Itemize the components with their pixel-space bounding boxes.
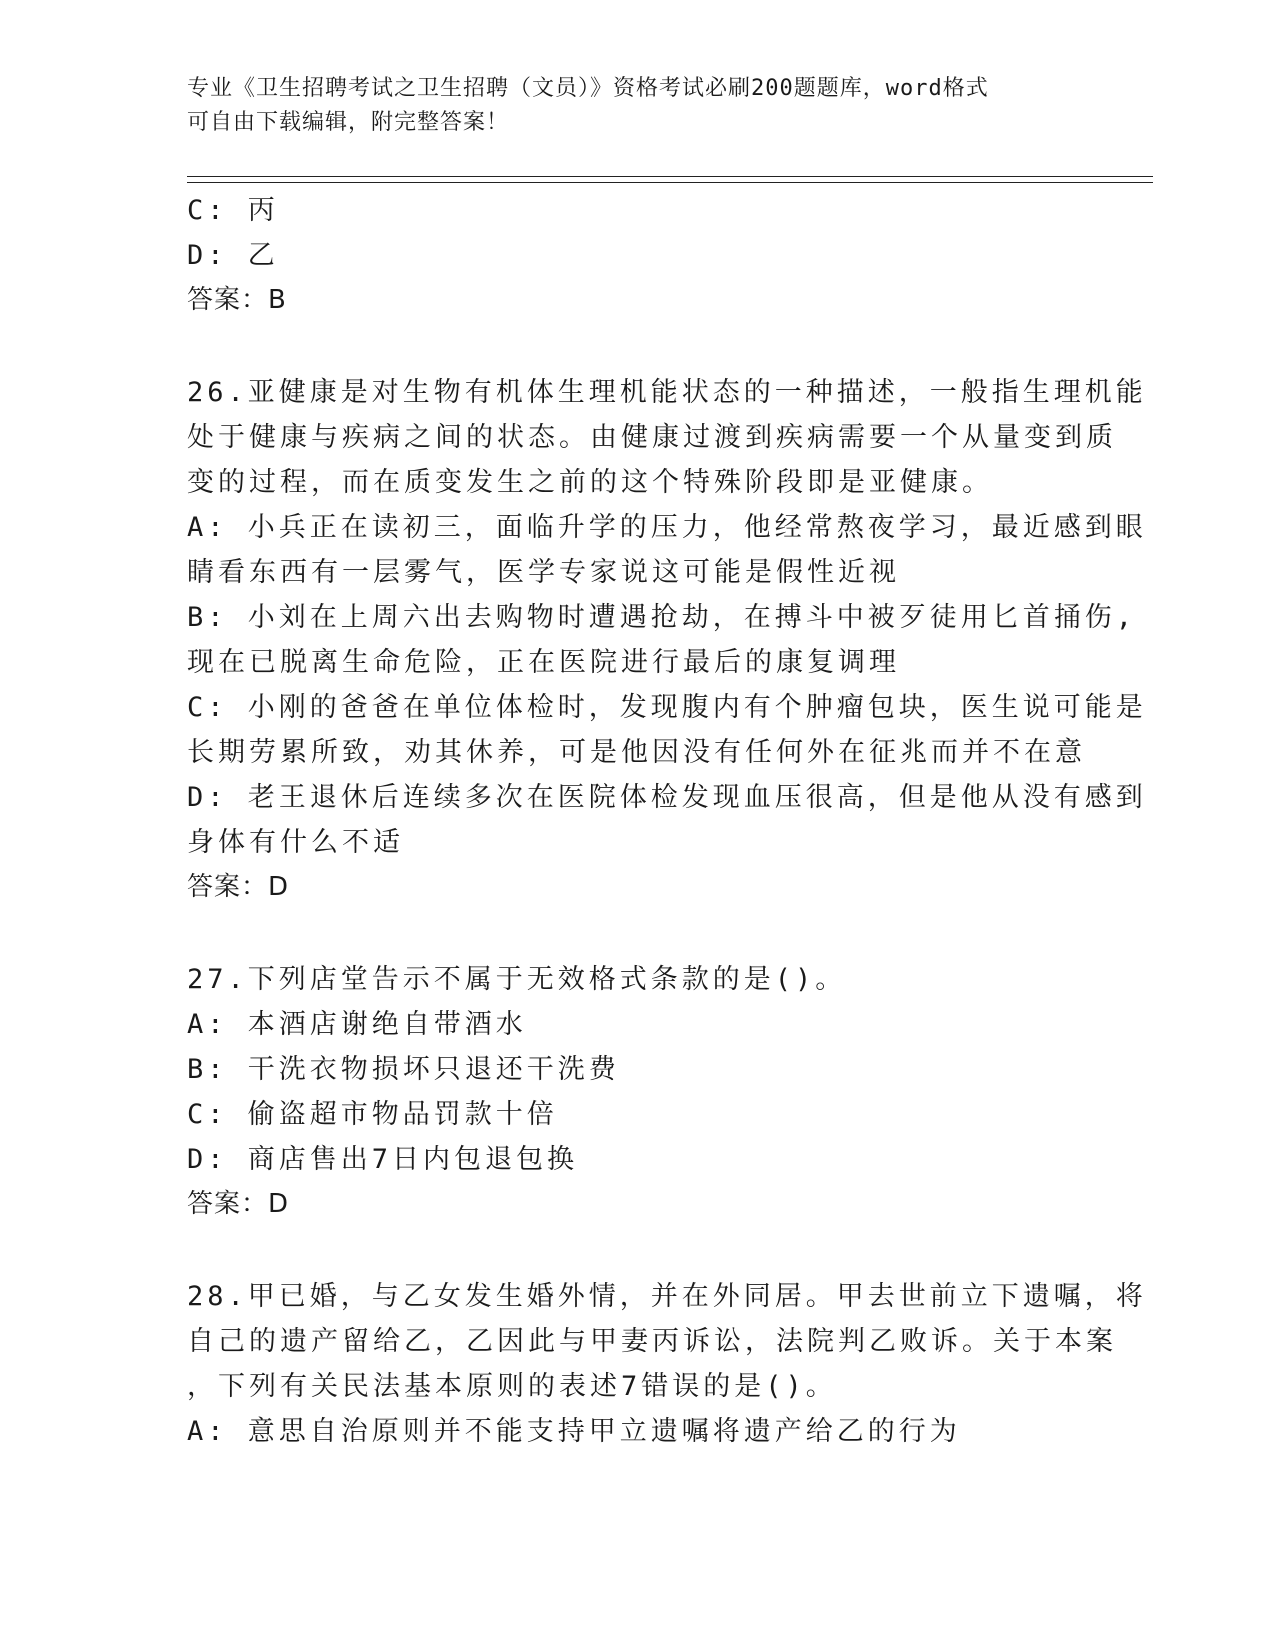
option-b: B: 小刘在上周六出去购物时遭遇抢劫，在搏斗中被歹徒用匕首捅伤, — [187, 602, 1137, 633]
spacer — [187, 1227, 1087, 1274]
option-b-cont: 现在已脱离生命危险，正在医院进行最后的康复调理 — [187, 647, 900, 678]
question-stem-line: 自己的遗产留给乙，乙因此与甲妻丙诉讼，法院判乙败诉。关于本案 — [187, 1326, 1117, 1357]
header-line-1: 专业《卫生招聘考试之卫生招聘（文员）》资格考试必刷200题题库，word格式 — [187, 76, 989, 101]
answer: 答案：D — [187, 872, 290, 902]
answer: 答案：D — [187, 1189, 290, 1219]
option-c-cont: 长期劳累所致，劝其休养，可是他因没有任何外在征兆而并不在意 — [187, 737, 1086, 768]
question-stem-line: 28.甲已婚，与乙女发生婚外情，并在外同居。甲去世前立下遗嘱，将 — [187, 1281, 1147, 1312]
question-stem-line: 处于健康与疾病之间的状态。由健康过渡到疾病需要一个从量变到质 — [187, 422, 1117, 453]
option-d-cont: 身体有什么不适 — [187, 827, 404, 858]
option-a: A: 意思自治原则并不能支持甲立遗嘱将遗产给乙的行为 — [187, 1416, 961, 1447]
option-d: D: 商店售出7日内包退包换 — [187, 1144, 579, 1175]
question-stem-line: 26.亚健康是对生物有机体生理机能状态的一种描述，一般指生理机能 — [187, 377, 1147, 408]
option-b: B: 干洗衣物损坏只退还干洗费 — [187, 1054, 620, 1085]
header-divider-top — [187, 176, 1153, 177]
option-a: A: 小兵正在读初三，面临升学的压力，他经常熬夜学习，最近感到眼 — [187, 512, 1147, 543]
answer: 答案：B — [187, 285, 287, 315]
spacer — [187, 323, 1087, 370]
question-stem-line: ，下列有关民法基本原则的表述7错误的是()。 — [187, 1371, 837, 1402]
question-content — [187, 188, 1147, 1454]
question-27 — [187, 957, 1087, 1227]
header-divider-bottom — [187, 182, 1153, 183]
option-c: C: 偷盗超市物品罚款十倍 — [187, 1099, 558, 1130]
question-26 — [187, 370, 1147, 910]
option-a-cont: 睛看东西有一层雾气，医学专家说这可能是假性近视 — [187, 557, 900, 588]
header-line-2: 可自由下载编辑，附完整答案！ — [187, 110, 510, 135]
question-28 — [187, 1274, 1147, 1454]
prev-question-block — [187, 188, 1087, 323]
question-stem-line: 27.下列店堂告示不属于无效格式条款的是()。 — [187, 964, 847, 995]
option-c: C: 小刚的爸爸在单位体检时，发现腹内有个肿瘤包块，医生说可能是 — [187, 692, 1147, 723]
spacer — [187, 910, 1087, 957]
option-c: C: 丙 — [187, 195, 279, 226]
question-stem-line: 变的过程，而在质变发生之前的这个特殊阶段即是亚健康。 — [187, 467, 993, 498]
option-a: A: 本酒店谢绝自带酒水 — [187, 1009, 527, 1040]
option-d: D: 老王退休后连续多次在医院体检发现血压很高，但是他从没有感到 — [187, 782, 1147, 813]
option-d: D: 乙 — [187, 240, 279, 271]
page-header — [187, 72, 1067, 140]
